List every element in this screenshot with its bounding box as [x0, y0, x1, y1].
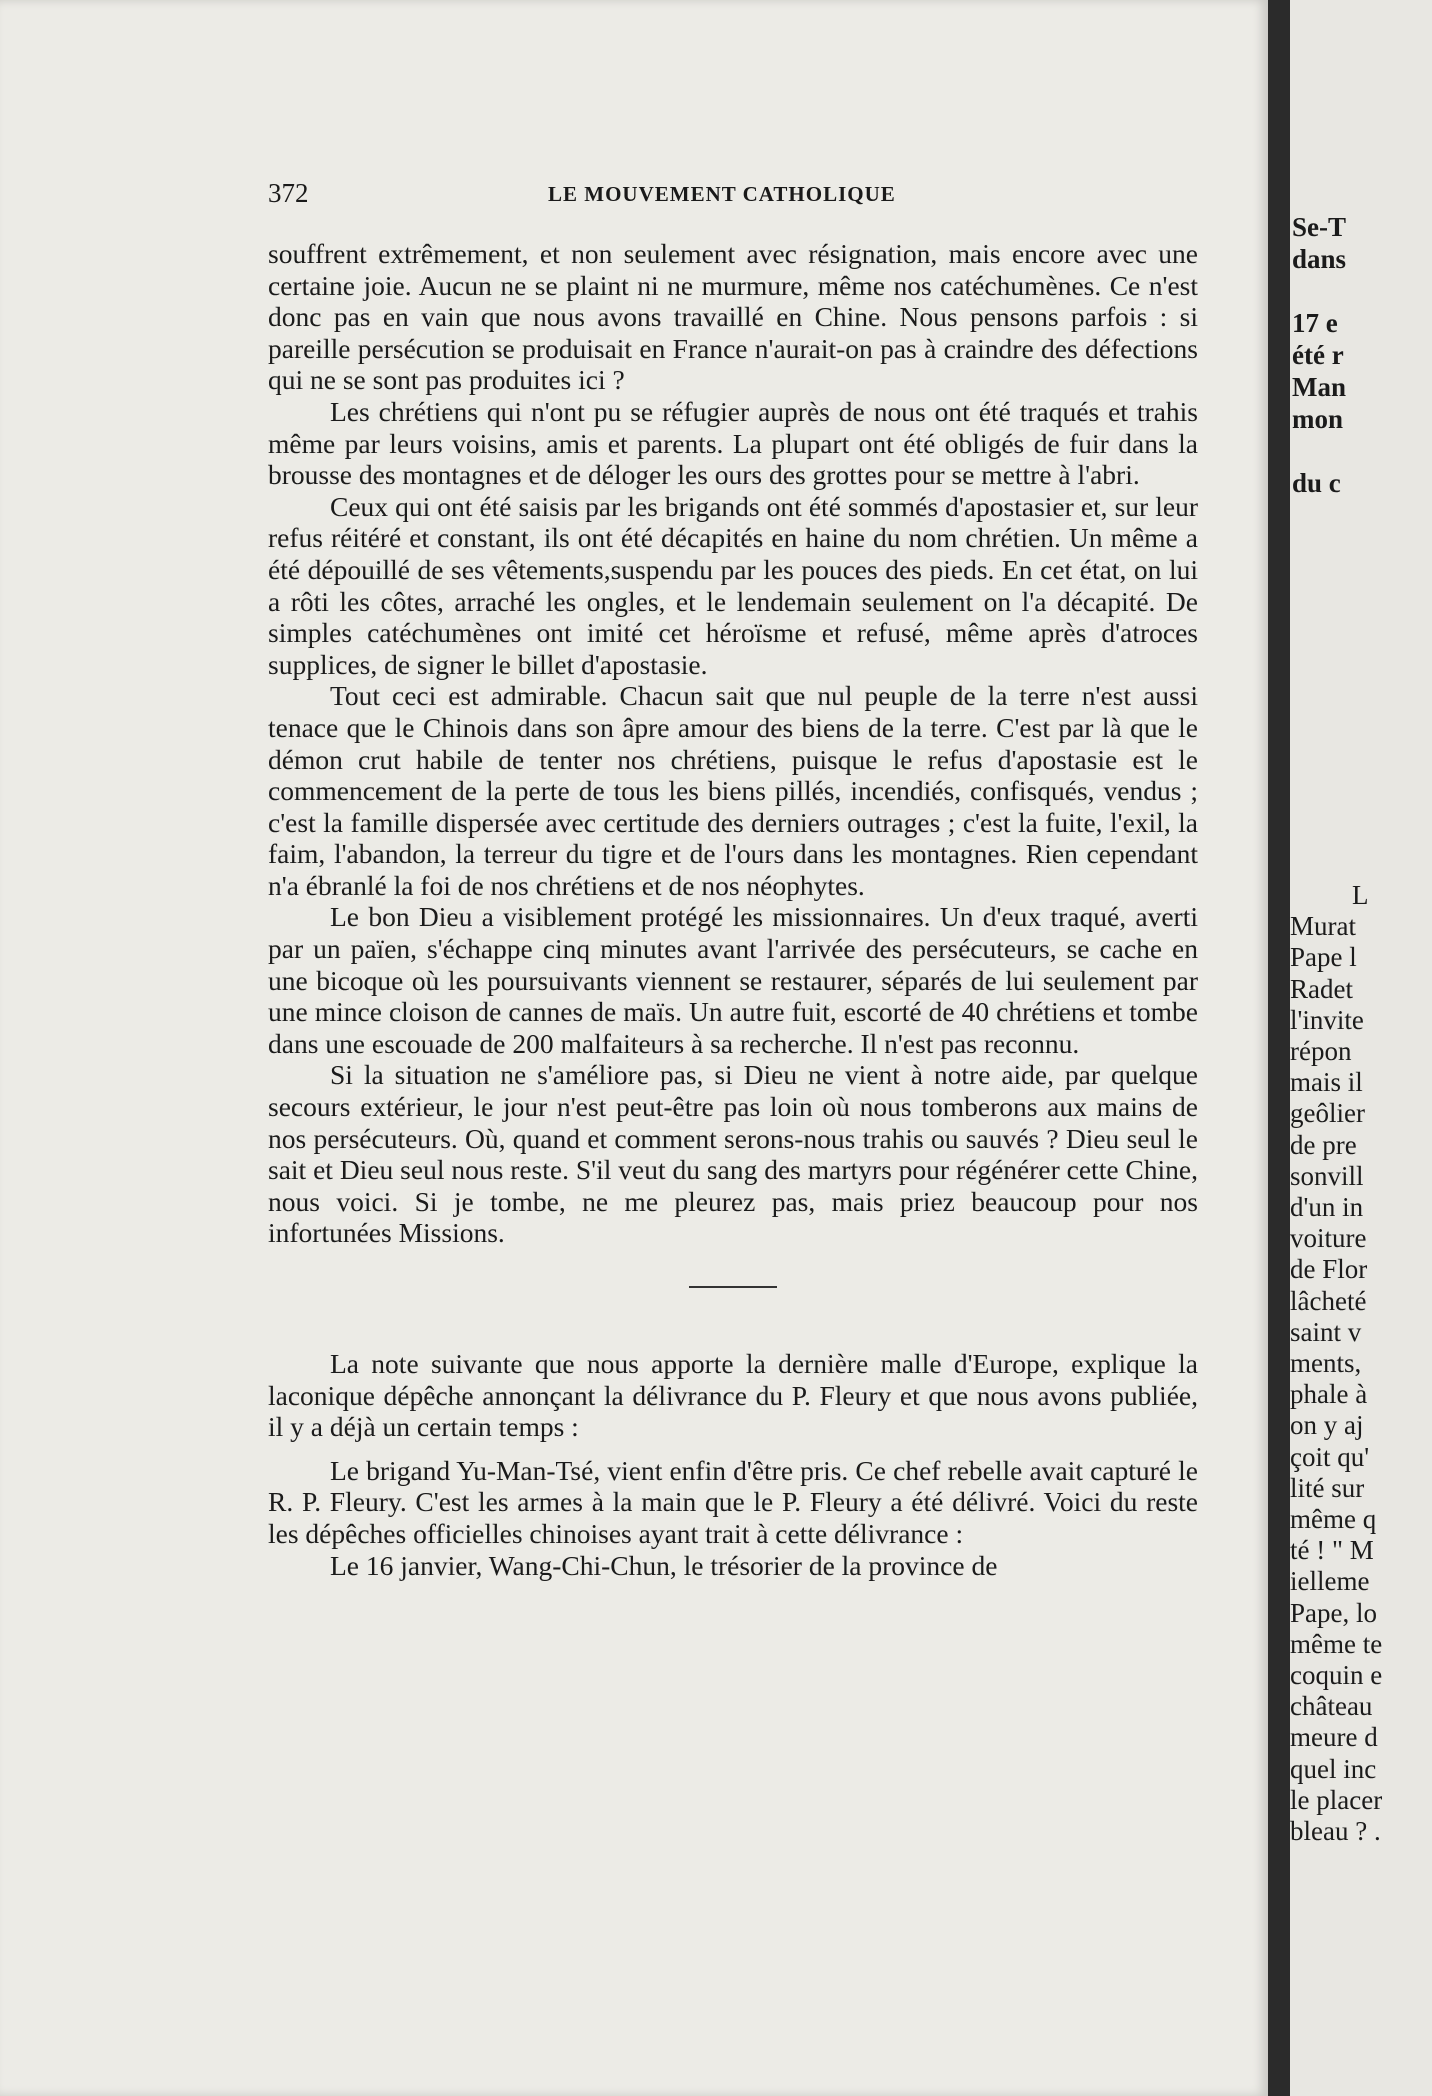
right-page-fragment-line: ielleme — [1290, 1566, 1370, 1597]
right-page-fragment-line: de pre — [1290, 1129, 1357, 1160]
right-page-fragment-line: L — [1352, 880, 1369, 910]
paragraph-5: Le bon Dieu a visiblement protégé les missionnaires. Un d'eux traqué, averti par un païen, s'échappe cinq minutes avant l'arrivée des persécuteurs, se cache en une bicoque où les poursuivants viennent se restaurer, séparés de lui seulement par une mince cloison de cannes de maïs. Un autre fuit, escorté de 40 chrétiens et tombe dans une escouade de 200 malfaiteurs à sa recherche. Il n'est pas reconnu. — [268, 901, 1198, 1059]
right-page-fragment-line: le placer — [1290, 1784, 1383, 1815]
right-page-fragment-line: Murat — [1290, 911, 1356, 942]
right-page-fragment-line: répon — [1290, 1036, 1352, 1066]
right-page-fragment-line: Radet — [1290, 973, 1353, 1004]
right-page-fragment-line: 17 e — [1292, 308, 1338, 338]
right-page-fragment-line: même q — [1290, 1504, 1377, 1534]
right-page-fragment-line: ments, — [1290, 1348, 1362, 1378]
right-page-fragment-line: voiture — [1290, 1223, 1367, 1254]
paragraph-4: Tout ceci est admirable. Chacun sait que nul peuple de la terre n'est aussi tenace que le Chinois dans son âpre amour des biens de la terre. C'est par là que le démon crut habile de tenter nos chrétiens, puisque le refus d'apostasie est le commencement de la perte de tous les biens pillés, incendiés, confisqués, vendus ; c'est la famille dispersée avec certitude des derniers outrages ; c'est la fuite, l'exil, la faim, l'abandon, la terreur du tigre et de l'ours dans les montagnes. Rien cependant n'a ébranlé la foi de nos chrétiens et de nos néophytes. — [268, 680, 1198, 901]
right-page-fragment-line: phale à — [1290, 1379, 1368, 1410]
note-paragraph-1: Le brigand Yu-Man-Tsé, vient enfin d'être pris. Ce chef rebelle avait capturé le R. P. Fleury. C'est les armes à la main que le P. Fleury a été délivré. Voici du reste les dépêches officielles chinoises ayant trait à cette délivrance : — [268, 1454, 1198, 1549]
right-page-fragment-line: Man — [1292, 372, 1346, 402]
paragraph-3: Ceux qui ont été saisis par les brigands ont été sommés d'apostasier et, sur leur refus réitéré et constant, ils ont été décapités en haine du nom chrétien. Un même a été dépouillé de ses vêtements,suspendu par les pouces des pieds. En cet état, on lui a rôti les côtes, arraché les ongles, et le lendemain seulement on l'a décapité. De simples catéchumènes ont imité cet héroïsme et refusé, même après d'atroces supplices, de signer le billet d'apostasie. — [268, 490, 1198, 680]
main-text-column — [268, 238, 1198, 1581]
right-page-fragment-line: Pape, lo — [1290, 1597, 1377, 1628]
right-page-fragment-line: Se-T — [1292, 212, 1346, 242]
paragraph-gap — [268, 1443, 1198, 1455]
right-page-fragment-line: d'un in — [1290, 1192, 1364, 1222]
right-page-fragment-line: coquin e — [1290, 1660, 1383, 1690]
right-page-fragment-line: quel inc — [1290, 1753, 1377, 1784]
right-page-fragment-line: saint v — [1290, 1316, 1362, 1347]
right-page-fragment-line: Pape l — [1290, 942, 1357, 973]
right-page-fragment-line: de Flor — [1290, 1254, 1368, 1285]
right-page-fragment-line: çoit qu' — [1290, 1441, 1370, 1472]
page-number: 372 — [268, 178, 309, 208]
right-page-fragment-line: du c — [1292, 468, 1341, 498]
paragraph-2: Les chrétiens qui n'ont pu se réfugier auprès de nous ont été traqués et trahis même par leurs voisins, amis et parents. La plupart ont été obligés de fuir dans la brousse des montagnes et de déloger les ours des grottes pour se mettre à l'abri. — [268, 395, 1198, 491]
right-page-fragment-line: lité sur — [1290, 1472, 1365, 1503]
right-page-fragment-line: on y aj — [1290, 1410, 1364, 1441]
right-page-fragment-line: l'invite — [1290, 1004, 1364, 1035]
right-page-fragment-line: même te — [1290, 1628, 1383, 1659]
right-page-fragment-line: château — [1290, 1691, 1373, 1722]
note-paragraph-2: Le 16 janvier, Wang-Chi-Chun, le trésorier de la province de — [330, 1549, 998, 1581]
right-page-fragment-line: mon — [1292, 404, 1344, 434]
paragraph-6: Si la situation ne s'améliore pas, si Dieu ne vient à notre aide, par quelque secours extérieur, le jour n'est peut-être pas loin où nous tomberons aux mains de nos persécuteurs. Où, quand et comment serons-nous trahis ou sauvés ? Dieu seul le sait et Dieu seul nous reste. S'il veut du sang des martyrs pour régénérer cette Chine, nous voici. Si je tombe, ne me pleurez pas, mais priez beaucoup pour nos infortunées Missions. — [268, 1059, 1198, 1249]
right-page-fragment-line: geôlier — [1290, 1098, 1365, 1129]
right-page-fragment-line: té ! " M — [1290, 1535, 1374, 1566]
right-page-fragment — [1290, 0, 1432, 2096]
right-page-fragment-line: été r — [1292, 340, 1344, 370]
right-page-fragment-line: lâcheté — [1290, 1285, 1367, 1316]
right-page-fragment-line: sonvill — [1290, 1160, 1364, 1191]
page-header — [268, 178, 1198, 218]
paragraph-1: souffrent extrêmement, et non seulement avec résignation, mais encore avec une certaine joie. Aucun ne se plaint ni ne murmure, même nos catéchumènes. Ce n'est donc pas en vain que nous avons travaillé en Chine. Nous pensons parfois : si pareille persécution se produisait en France n'aurait-on pas à craindre des défections qui ne se sont pas produites ici ? — [268, 238, 1198, 396]
right-page-fragment-line: meure d — [1290, 1722, 1378, 1753]
note-intro: La note suivante que nous apporte la dernière malle d'Europe, explique la laconique dépêche annonçant la délivrance du P. Fleury et que nous avons publiée, il y a déjà un certain temps : — [268, 1348, 1198, 1443]
running-title: LE MOUVEMENT CATHOLIQUE — [548, 182, 896, 206]
right-page-fragment-line: mais il — [1290, 1067, 1363, 1098]
right-page-fragment-line: dans — [1292, 244, 1347, 274]
section-divider — [689, 1286, 777, 1288]
right-page-fragment-line: bleau ? . — [1290, 1816, 1381, 1846]
